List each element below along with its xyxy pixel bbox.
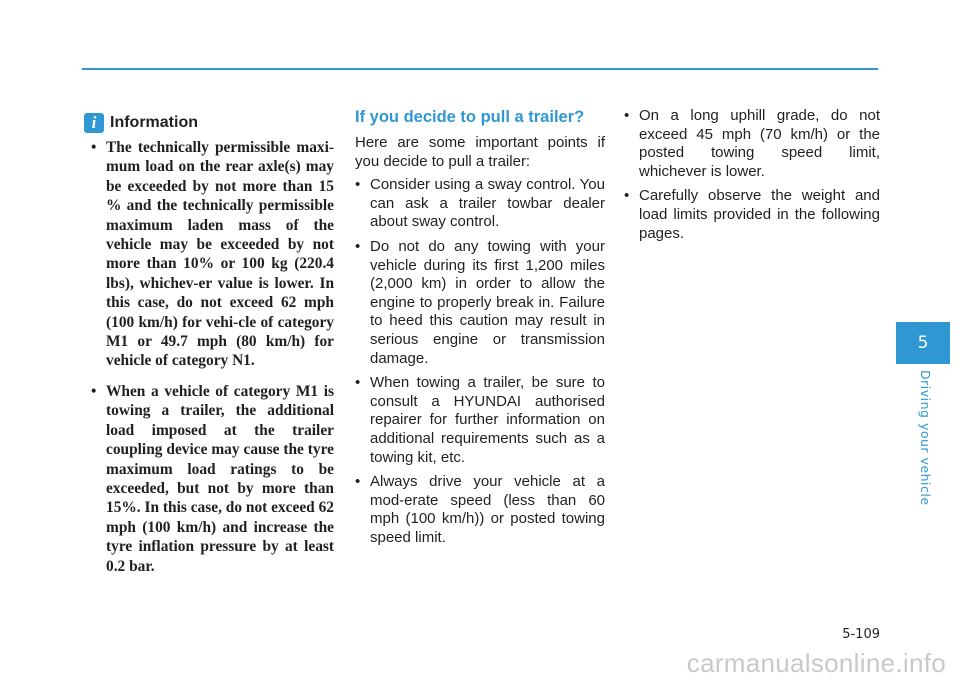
info-bullet-item: • When a vehicle of category M1 is towing a trailer, the additional load imposed at the trailer coupling device may cause the tyre maximum load ratings to be exceeded, but not by more than 15%. In this case, do not exceed 62 mph (100 km/h) and increase the tyre inflation pressure by at least 0.2 bar. bbox=[91, 382, 334, 576]
section-intro: Here are some important points if you decide to pull a trailer: bbox=[355, 134, 605, 170]
section-heading: If you decide to pull a trailer? bbox=[355, 108, 585, 126]
info-column bbox=[91, 138, 334, 587]
top-rule bbox=[82, 68, 878, 70]
watermark: carmanualsonline.info bbox=[686, 648, 946, 678]
right-column bbox=[624, 107, 880, 249]
trailer-points-list-continued bbox=[624, 107, 880, 243]
chapter-label: Driving your vehicle bbox=[918, 370, 933, 506]
page-number: 5-109 bbox=[842, 627, 880, 642]
info-icon: i bbox=[84, 113, 104, 133]
list-item: • On a long uphill grade, do not exceed 45 mph (70 km/h) or the posted towing speed limit, whichever is lower. bbox=[624, 107, 880, 181]
main-column bbox=[355, 107, 605, 553]
list-item: • Carefully observe the weight and load limits provided in the following pages. bbox=[624, 187, 880, 243]
chapter-tab: 5 bbox=[896, 322, 950, 364]
trailer-points-list bbox=[355, 176, 605, 547]
list-item: • When towing a trailer, be sure to consult a HYUNDAI authorised repairer for further information on additional requirements such as a towing kit, etc. bbox=[355, 374, 605, 467]
info-bullet-list bbox=[91, 138, 334, 576]
list-item: • Consider using a sway control. You can ask a trailer towbar dealer about sway control. bbox=[355, 176, 605, 232]
info-title: Information bbox=[110, 114, 198, 131]
list-item: • Always drive your vehicle at a mod-erate speed (less than 60 mph (100 km/h)) or posted towing speed limit. bbox=[355, 473, 605, 547]
info-bullet-item: • The technically permissible maxi-mum load on the rear axle(s) may be exceeded by not more than 15 % and the technically permissible maximum laden mass of the vehicle may be exceeded by not more than 10% or 100 kg (220.4 lbs), whichev-er value is lower. In this case, do not exceed 62 mph (100 km/h) for vehi-cle of category M1 or 49.7 mph (80 km/h) for vehicle of category N1. bbox=[91, 138, 334, 371]
info-heading bbox=[84, 113, 198, 133]
list-item: • Do not do any towing with your vehicle during its first 1,200 miles (2,000 km) in order to allow the engine to properly break in. Failure to heed this caution may result in serious engine or transmission damage. bbox=[355, 238, 605, 368]
